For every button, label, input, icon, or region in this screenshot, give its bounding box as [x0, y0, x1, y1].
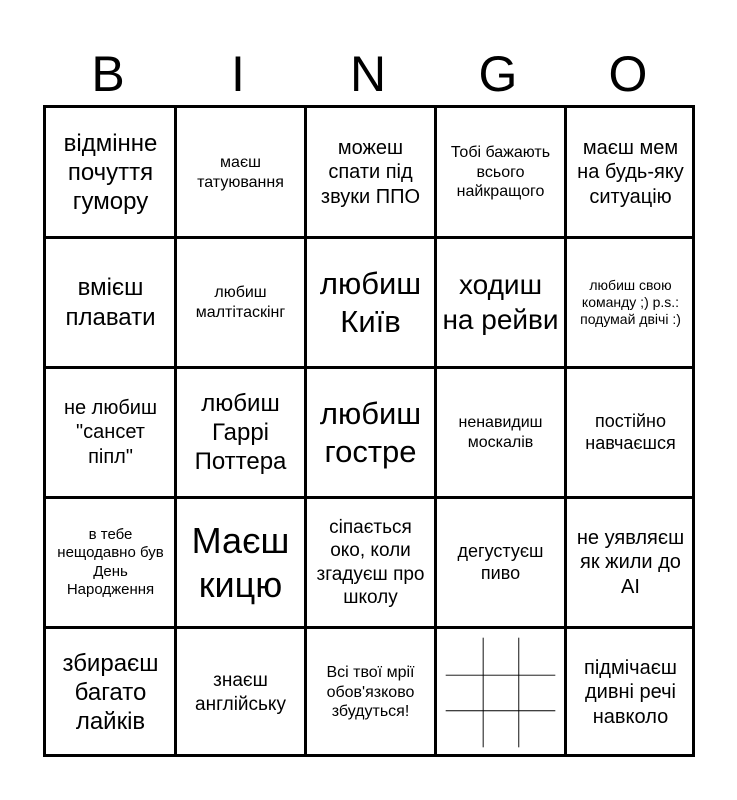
bingo-cell-text: постійно навчаєшся: [585, 410, 676, 453]
bingo-cell[interactable]: [567, 109, 694, 236]
bingo-cell-text: Маєш кицю: [191, 519, 290, 605]
bingo-cell[interactable]: [307, 499, 434, 626]
bingo-cell[interactable]: [307, 369, 434, 496]
bingo-grid: [43, 105, 695, 757]
bingo-cell[interactable]: [567, 239, 694, 366]
bingo-cell[interactable]: [567, 369, 694, 496]
header-letter-i: I: [231, 46, 245, 102]
bingo-cell-text: збираєш багато лайків: [62, 649, 159, 736]
bingo-cell[interactable]: [177, 369, 304, 496]
header-letter-b: B: [91, 46, 125, 102]
bingo-cell[interactable]: [47, 239, 174, 366]
bingo-cell-text: дегустуєш пиво: [457, 540, 544, 583]
bingo-cell-text: маєш мем на будь-яку ситуацію: [577, 136, 684, 208]
bingo-cell-text: Всі твої мрії обов'язково збудуться!: [326, 664, 415, 721]
bingo-cell-text: можеш спати під звуки ППО: [320, 136, 421, 208]
bingo-cell-text: не уявляєш як жили до AI: [576, 526, 685, 598]
tic-tac-toe-grid-icon: [441, 629, 560, 756]
bingo-header: [43, 44, 693, 104]
bingo-cell[interactable]: [177, 109, 304, 236]
bingo-cell-text: знаєш англійську: [195, 670, 286, 715]
bingo-cell[interactable]: [47, 369, 174, 496]
bingo-cell-text: підмічаєш дивні речі навколо: [584, 656, 677, 728]
bingo-cell[interactable]: [437, 499, 564, 626]
bingo-cell-text: любиш малтітаскінг: [195, 283, 286, 321]
bingo-cell[interactable]: [437, 629, 564, 756]
bingo-cell[interactable]: [437, 239, 564, 366]
bingo-cell[interactable]: [437, 369, 564, 496]
bingo-cell-text: в тебе нещодавно був День Народження: [57, 525, 164, 598]
bingo-cell[interactable]: [567, 499, 694, 626]
header-letter-o: O: [608, 46, 648, 102]
bingo-cell-text: Тобі бажають всього найкращого: [450, 144, 551, 201]
bingo-cell[interactable]: [177, 499, 304, 626]
bingo-cell[interactable]: [567, 629, 694, 756]
bingo-cell-text: вмієш плавати: [65, 274, 156, 331]
bingo-cell-text: не любиш "сансет піпл": [63, 396, 158, 468]
bingo-cell[interactable]: [437, 109, 564, 236]
bingo-cell-text: відмінне почуття гумору: [63, 129, 158, 216]
bingo-cell-text: сіпається око, коли згадуєш про школу: [316, 517, 425, 608]
bingo-cell-text: ненавидиш москалів: [458, 413, 543, 451]
bingo-cell[interactable]: [177, 239, 304, 366]
bingo-cell-text: любиш гостре: [319, 395, 422, 469]
bingo-cell[interactable]: [307, 109, 434, 236]
bingo-cell[interactable]: [47, 499, 174, 626]
bingo-cell[interactable]: [47, 109, 174, 236]
header-letter-g: G: [478, 46, 518, 102]
bingo-cell[interactable]: [307, 239, 434, 366]
bingo-cell[interactable]: [177, 629, 304, 756]
bingo-cell-text: ходиш на рейви: [442, 269, 559, 335]
bingo-cell[interactable]: [307, 629, 434, 756]
bingo-cell-text: маєш татуювання: [197, 153, 284, 191]
header-letter-n: N: [349, 46, 387, 102]
bingo-cell[interactable]: [47, 629, 174, 756]
bingo-cell-text: любиш Київ: [319, 265, 422, 339]
bingo-cell-text: любиш Гаррі Поттера: [194, 389, 287, 476]
bingo-cell-text: любиш свою команду ;) p.s.: подумай двічі :): [580, 276, 681, 328]
